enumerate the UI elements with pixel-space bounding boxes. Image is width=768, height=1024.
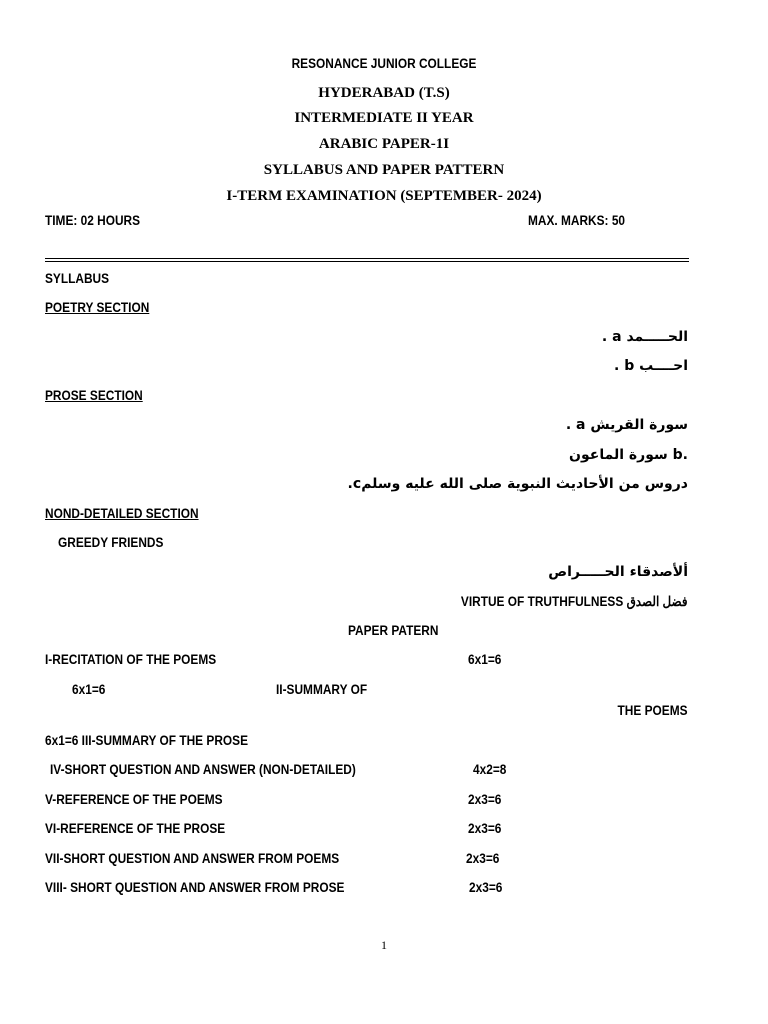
pattern-row-label: IV-SHORT QUESTION AND ANSWER (NON-DETAILED) [50,762,356,777]
pattern-row-marks: 6x1=6 [72,682,106,697]
pattern-row-label: VI-REFERENCE OF THE PROSE [45,821,226,836]
poetry-section-heading: POETRY SECTION [45,300,150,315]
paper-title: ARABIC PAPER-1I [318,136,450,152]
double-rule-bottom [45,261,689,262]
arabic-friends-title: ألأصدقاء الحـــــراص [548,564,688,580]
city: HYDERABAD (T.S) [318,85,450,101]
pattern-row-label-cont: THE POEMS [618,703,688,718]
document-title: SYLLABUS AND PAPER PATTERN [263,162,505,178]
pattern-row-label: VII-SHORT QUESTION AND ANSWER FROM POEMS [45,851,340,866]
pattern-row-marks: 2x3=6 [469,880,503,895]
double-rule-top [45,258,689,259]
nond-detailed-heading: NOND-DETAILED SECTION [45,506,199,521]
pattern-row-label: VIII- SHORT QUESTION AND ANSWER FROM PROSE [45,880,345,895]
syllabus-heading: SYLLABUS [45,271,110,286]
pattern-row: 6x1=6 III-SUMMARY OF THE PROSE [45,733,249,748]
nond-detailed-item: GREEDY FRIENDS [58,535,164,550]
page-number: 1 [381,938,387,952]
max-marks: MAX. MARKS: 50 [528,213,626,228]
virtue-title: VIRTUE OF TRUTHFULNESS فضل الصدق [461,594,688,609]
prose-item: .b سورة الماعون [569,447,688,463]
poetry-item: احــــب b . [614,358,688,374]
year: INTERMEDIATE II YEAR [294,110,474,126]
pattern-row-marks: 2x3=6 [468,792,502,807]
prose-section-heading: PROSE SECTION [45,388,143,403]
pattern-row-marks: 6x1=6 [468,652,502,667]
pattern-row-marks: 2x3=6 [468,821,502,836]
prose-item: دروس من الأحاديث النبوية صلى الله عليه وسلمc. [347,476,688,492]
pattern-row-marks: 2x3=6 [466,851,500,866]
exam-time: TIME: 02 HOURS [45,213,141,228]
pattern-row-label: V-REFERENCE OF THE POEMS [45,792,223,807]
exam-title: I-TERM EXAMINATION (SEPTEMBER- 2024) [226,188,542,204]
pattern-row-label: II-SUMMARY OF [276,682,368,697]
pattern-row-marks: 4x2=8 [473,762,507,777]
poetry-item: الحـــــمد a . [601,329,688,345]
paper-pattern-heading: PAPER PATERN [348,623,439,638]
college-name: RESONANCE JUNIOR COLLEGE [291,56,477,71]
prose-item: سورة القريش a . [565,417,688,433]
pattern-row-label: I-RECITATION OF THE POEMS [45,652,217,667]
